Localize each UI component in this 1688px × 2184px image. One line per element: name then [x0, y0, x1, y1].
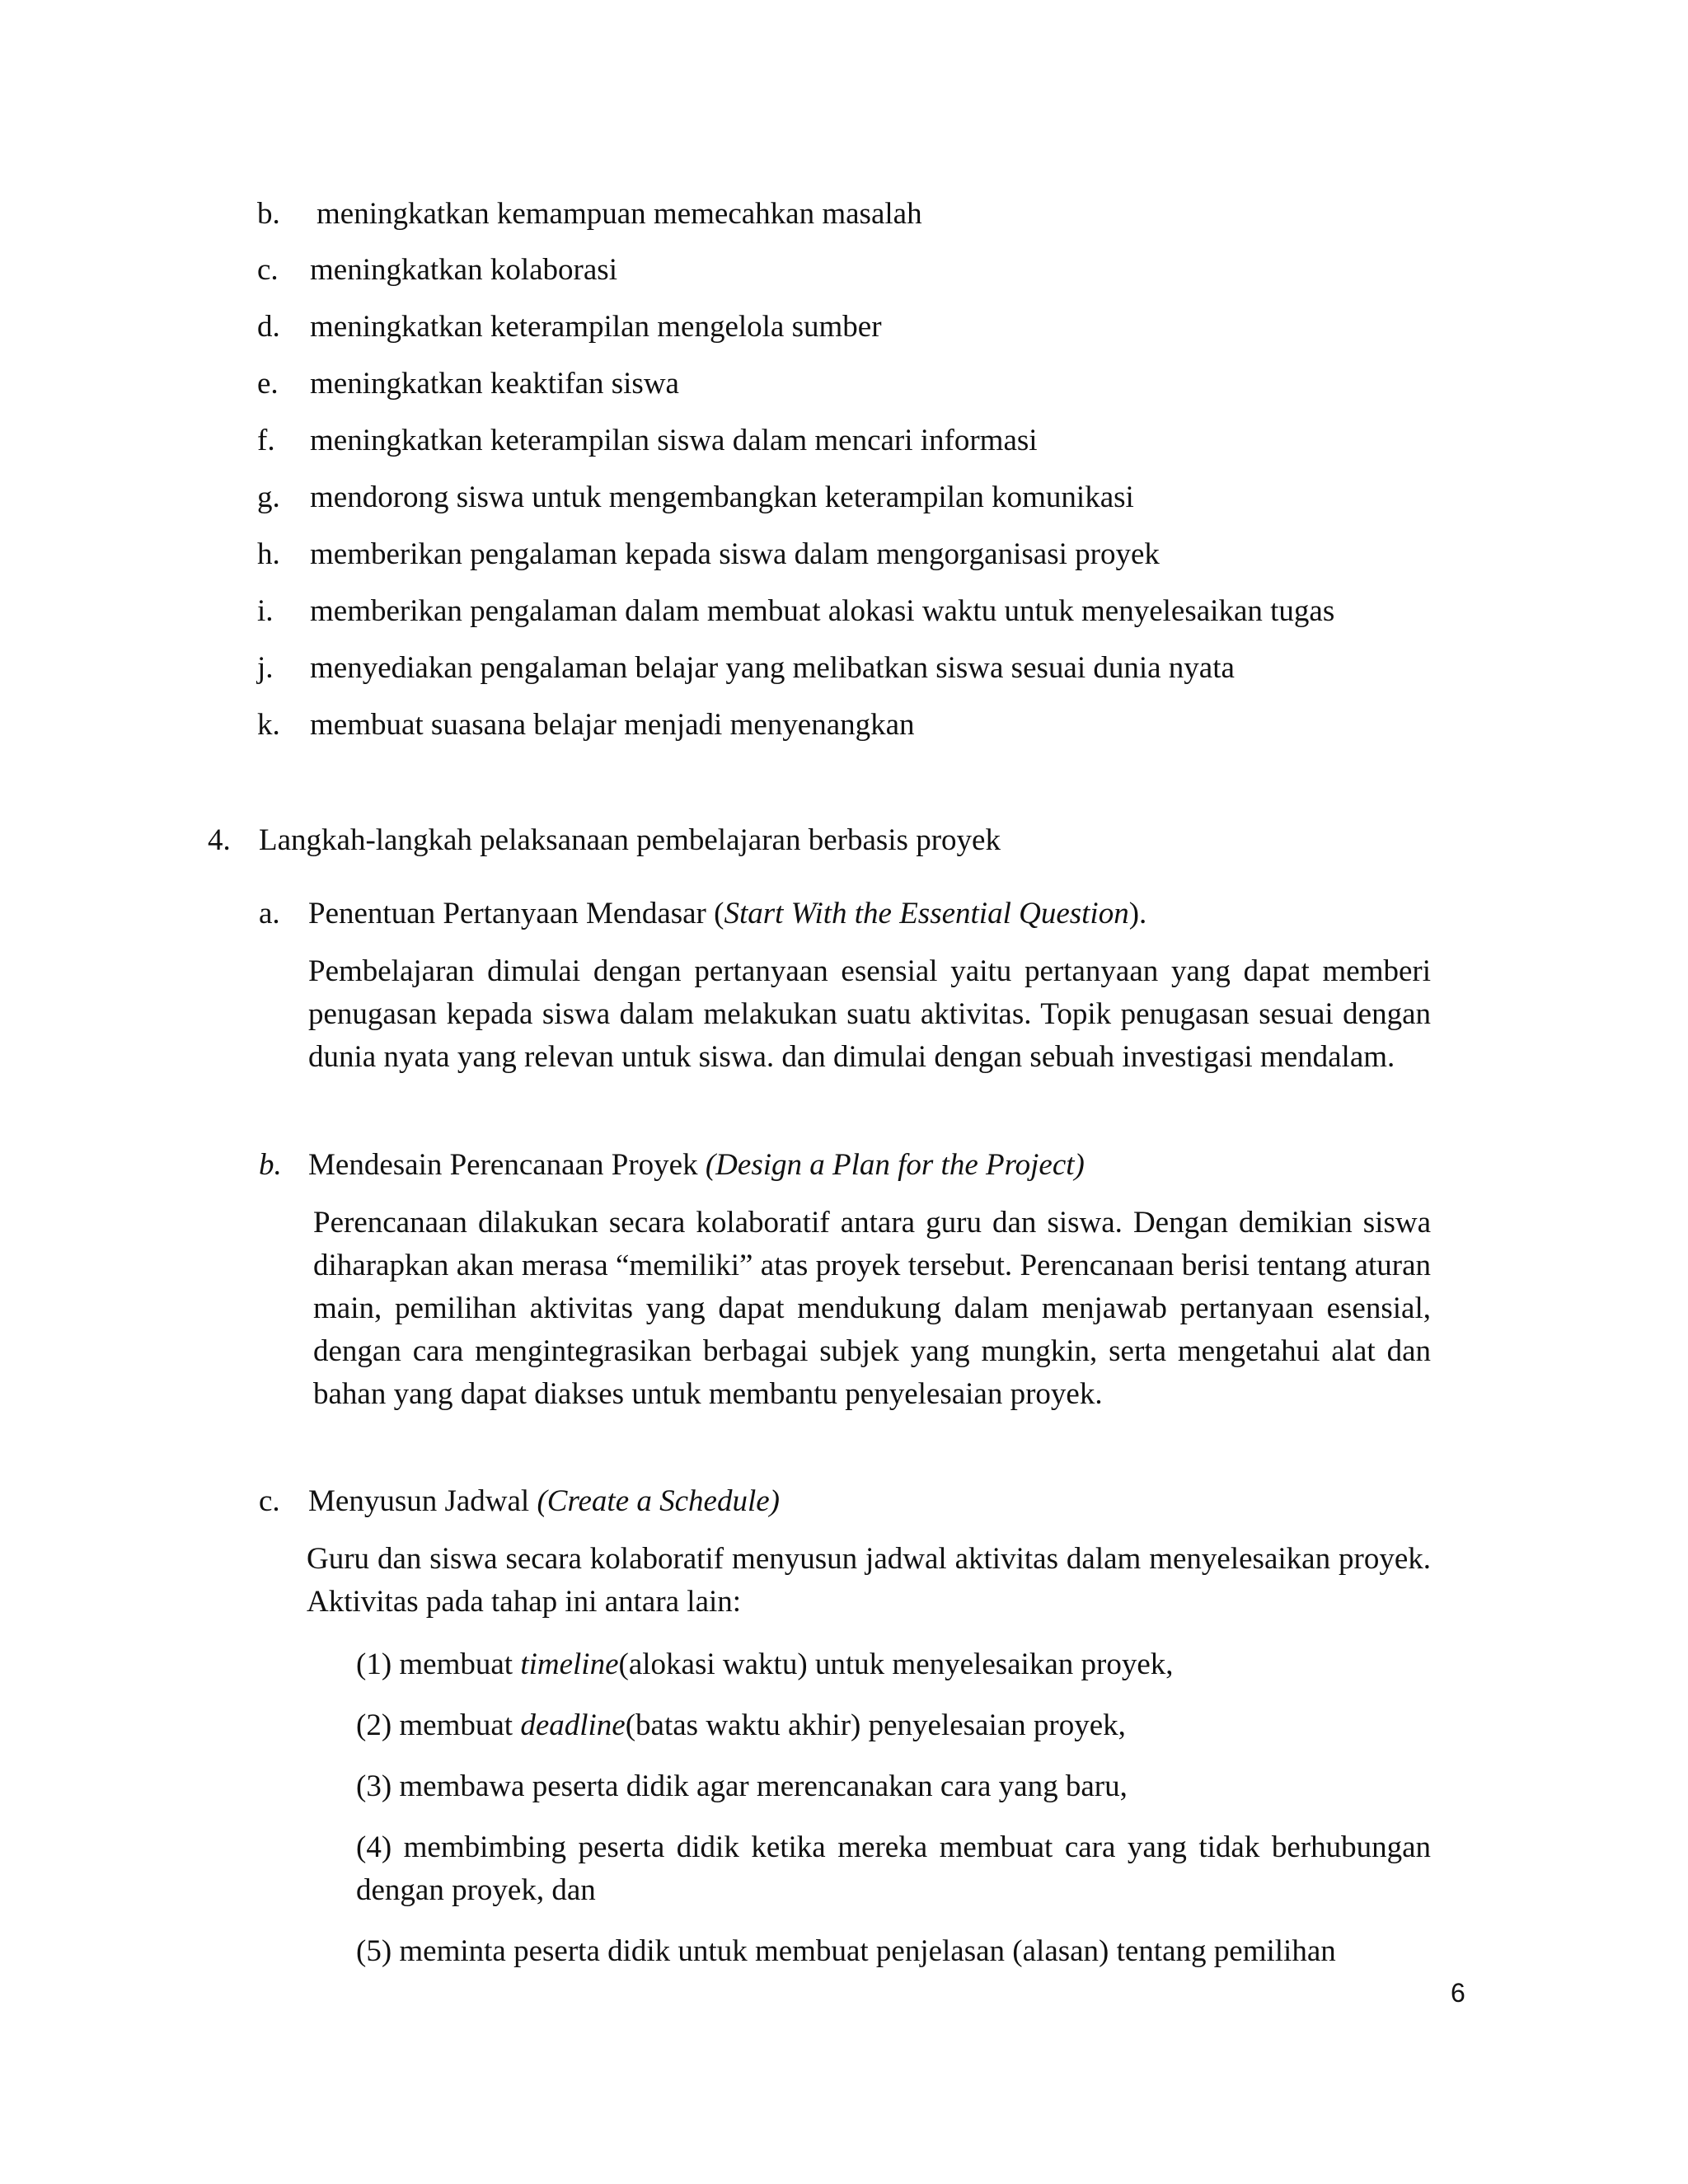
list-item: meningkatkan keterampilan mengelola sumber: [310, 310, 882, 344]
schedule-step: (3) membawa peserta didik agar merencanakan cara yang baru,: [356, 1769, 1128, 1803]
subsection-paragraph: Guru dan siswa secara kolaboratif menyusun jadwal aktivitas dalam menyelesaikan proyek. Aktivitas pada tahap ini antara lain:: [307, 1542, 1431, 1619]
list-item: memberikan pengalaman dalam membuat alokasi waktu untuk menyelesaikan tugas: [310, 594, 1335, 628]
schedule-step: (1) membuat timeline(alokasi waktu) untuk menyelesaikan proyek,: [356, 1647, 1174, 1681]
list-item: mendorong siswa untuk mengembangkan keterampilan komunikasi: [310, 480, 1134, 514]
schedule-step: (2) membuat deadline(batas waktu akhir) penyelesaian proyek,: [356, 1708, 1126, 1742]
schedule-step: (5) meminta peserta didik untuk membuat penjelasan (alasan) tentang pemilihan: [356, 1934, 1336, 1968]
subsection-title: Mendesain Perencanaan Proyek (Design a Plan for the Project): [308, 1148, 1085, 1182]
subsection-title: Menyusun Jadwal (Create a Schedule): [308, 1484, 780, 1518]
list-item: menyediakan pengalaman belajar yang melibatkan siswa sesuai dunia nyata: [310, 651, 1235, 685]
subsection-letter: c.: [259, 1484, 280, 1518]
list-item: meningkatkan keterampilan siswa dalam mencari informasi: [310, 424, 1038, 457]
list-letter: h.: [257, 537, 280, 571]
section-number: 4.: [208, 823, 231, 857]
list-letter: b.: [257, 197, 280, 231]
list-letter: c.: [257, 253, 279, 287]
list-item: meningkatkan kemampuan memecahkan masalah: [316, 197, 922, 231]
list-letter: k.: [257, 708, 280, 742]
list-item: meningkatkan keaktifan siswa: [310, 367, 679, 401]
list-letter: d.: [257, 310, 280, 344]
page-number: 6: [1451, 1978, 1465, 2008]
list-item: membuat suasana belajar menjadi menyenangkan: [310, 708, 915, 742]
subsection-paragraph: Pembelajaran dimulai dengan pertanyaan esensial yaitu pertanyaan yang dapat memberi penugasan kepada siswa dalam melakukan suatu aktivitas. Topik penugasan sesuai dengan dunia nyata yang relevan untuk siswa. dan dimulai dengan sebuah investigasi mendalam.: [308, 954, 1431, 1074]
section-title: Langkah-langkah pelaksanaan pembelajaran berbasis proyek: [259, 823, 1001, 857]
list-letter: g.: [257, 480, 280, 514]
subsection-paragraph: Perencanaan dilakukan secara kolaboratif antara guru dan siswa. Dengan demikian siswa diharapkan akan merasa “memiliki” atas proyek tersebut. Perencanaan berisi tentang aturan main, pemilihan aktivitas yang dapat mendukung dalam menjawab pertanyaan esensial, dengan cara mengintegrasikan berbagai subjek yang mungkin, serta mengetahui alat dan bahan yang dapat diakses untuk membantu penyelesaian proyek.: [313, 1206, 1431, 1411]
subsection-letter: a.: [259, 897, 280, 930]
list-letter: f.: [257, 424, 275, 457]
list-item: memberikan pengalaman kepada siswa dalam mengorganisasi proyek: [310, 537, 1160, 571]
list-letter: e.: [257, 367, 279, 401]
schedule-step: (4) membimbing peserta didik ketika mereka membuat cara yang tidak berhubungan dengan proyek, dan: [356, 1830, 1431, 1907]
subsection-title: Penentuan Pertanyaan Mendasar (Start With the Essential Question).: [308, 897, 1147, 930]
list-letter: i.: [257, 594, 274, 628]
list-item: meningkatkan kolaborasi: [310, 253, 617, 287]
subsection-letter: b.: [259, 1148, 282, 1182]
list-letter: j.: [257, 651, 274, 685]
